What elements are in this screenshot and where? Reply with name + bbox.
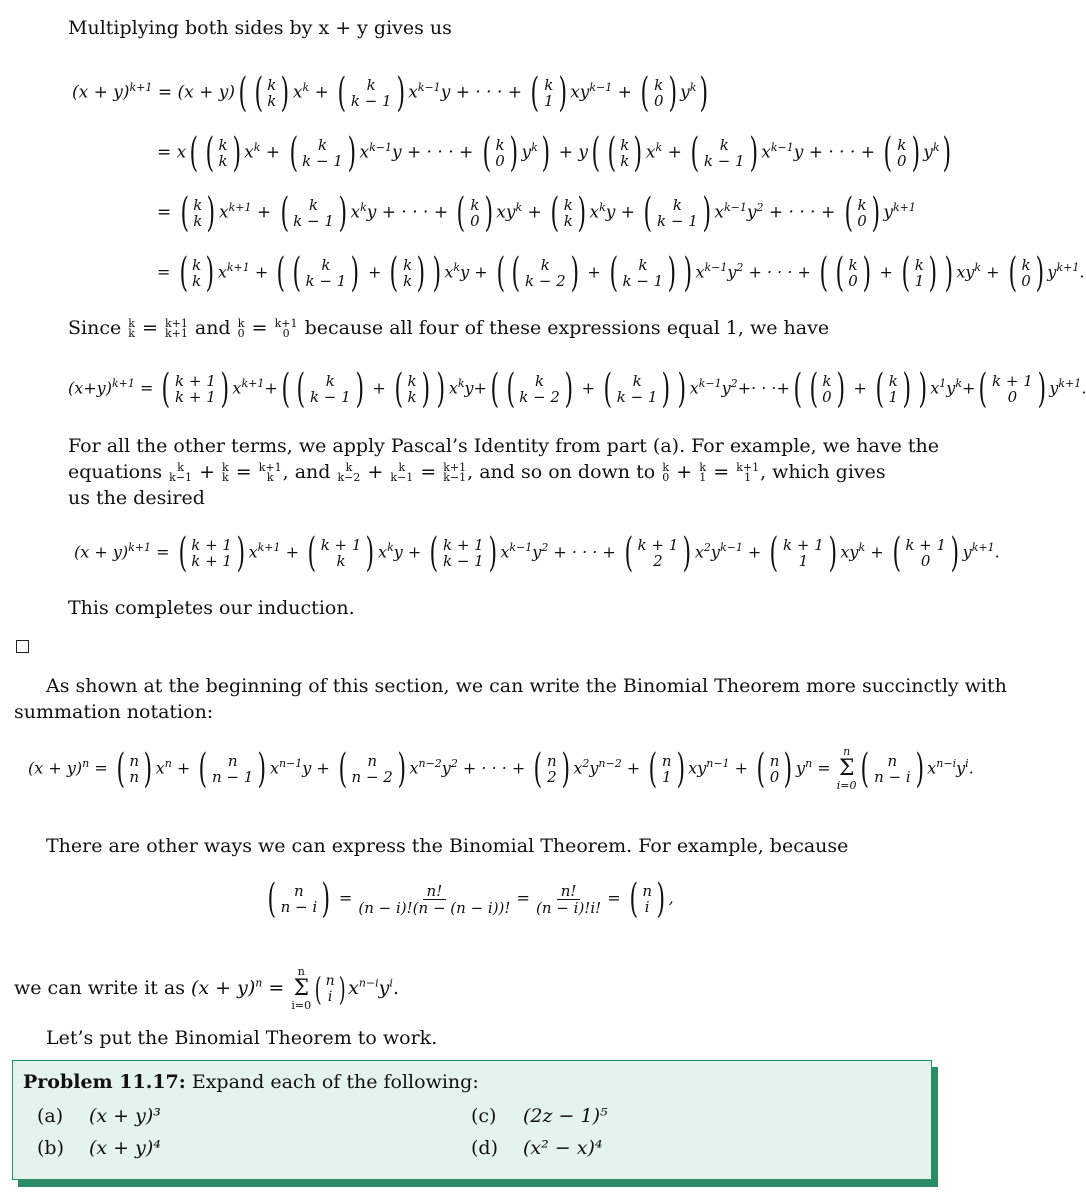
equation-line-2: = x( ( k k ) $x^k$ + ( k k − 1 ) $x^{k-1}y$ + · · · + ( k 0 ) $y^k) + y$( ( k k ) $x^k$ + ( k k − 1 ) $x^{k-1}y$ + · · · + ( k 0 ) $y^k$) [157, 130, 952, 176]
lets-text: Let’s put the Binomial Theorem to work. [46, 1027, 438, 1049]
equation-line-4: = ( k k ) $x^{k+1}$ + ( ( k k − 1 ) + ( k k ) ) $x^ky$ + ( ( k k − 2 ) + ( k k − 1 ) ) $x^{k-1}y^2$ + · · · + ( ( k 0 ) + ( k 1 ) ) $xy^k$ + ( k 0 ) $y^{k+1}$. [157, 250, 1085, 296]
since-text: Since k k = k+1 k+1 and k 0 = k+1 0 because all four of these expressions equal 1, we have [68, 317, 830, 340]
problem-label: Problem 11.17: [23, 1071, 186, 1093]
qed-square-icon [16, 640, 29, 653]
pascal-paragraph-line-1: For all the other terms, we apply Pascal’s Identity from part (a). For example, we have the [68, 435, 939, 457]
equation-symmetry: ( n n − i ) = $\frac{n!}{(n - i)!(n - (n - i))!}$ = $\frac{n!}{(n - i)!i!}$ = ( n i ) , [267, 876, 674, 922]
intro-text: Multiplying both sides by x + y gives us [68, 17, 452, 39]
problem-box [12, 1060, 932, 1180]
equation-binomial-theorem: $(x + y)^n$ = ( n n ) $x^n$ + ( n n − 1 ) $x^{n-1}y$ + ( n n − 2 ) $x^{n-2}y^2$ + · · · + ( n 2 ) $x^2y^{n-2}$ + ( n 1 ) $xy^{n-1}$ + ( n 0 ) $y^n$ = n Σ i=0 ( n n − i ) $x^{n-i}y^i$. [28, 745, 974, 792]
equation-combined: $(x+y)^{k+1}$ = ( k + 1 k + 1 ) $x^{k+1}+$( ( k k − 1 ) + ( k k ) ) $x^ky+$( ( k k − 2 ) + ( k k − 1 ) ) $x^{k-1}y^2+\cdot$ · ·+( ( k 0 ) + ( k 1 ) ) $x^1y^k+$( k + 1 0 ) $y^{k+1}$. [68, 366, 1086, 412]
equation-desired: $(x + y)^{k+1}$ = ( k + 1 k + 1 ) $x^{k+1}$ + ( k + 1 k ) $x^ky$ + ( k + 1 k − 1 ) $x^{k-1}y^2$ + · · · + ( k + 1 2 ) $x^2y^{k-1}$ + ( k + 1 1 ) $xy^k$ + ( k + 1 0 ) $y^{k+1}$. [74, 530, 1000, 576]
completes-text: This completes our induction. [68, 597, 355, 619]
other-ways-text: There are other ways we can express the Binomial Theorem. For example, because [46, 835, 849, 857]
problem-text: Expand each of the following: [191, 1071, 479, 1093]
summation-paragraph-line-2: summation notation: [14, 701, 214, 723]
problem-item-a: (a) (x + y)³ [37, 1105, 161, 1127]
pascal-paragraph-line-3: us the desired [68, 487, 205, 509]
pascal-paragraph-line-2: equations k k−1 + k k = k+1 k , and k k−2 + k k−1 = k+1 k−1 , and so on down to k 0 + k 1 = k+1 1 , which gives [68, 461, 886, 484]
problem-item-c: (c) (2z − 1)⁵ [471, 1105, 608, 1127]
write-as-text: we can write it as $(x + y)^n$ = n Σ i=0 ( n i ) $x^{n-i}y^i$. [14, 965, 399, 1012]
problem-item-d: (d) (x² − x)⁴ [471, 1137, 603, 1159]
problem-title [23, 1071, 479, 1093]
equation-line-1: $(x + y)^{k+1} = (x + y)$( ( k k ) $x^k$ + ( k k − 1 ) $x^{k-1}y$ + · · · + ( k 1 ) $xy^{k-1}$ + ( k 0 ) $y^k$) [72, 70, 709, 116]
equation-line-3: = ( k k ) $x^{k+1}$ + ( k k − 1 ) $x^ky$ + · · · + ( k 0 ) $xy^k$ + ( k k ) $x^ky$ + ( k k − 1 ) $x^{k-1}y^2$ + · · · + ( k 0 ) $y^{k+1}$ [157, 190, 916, 236]
summation-paragraph-line-1: As shown at the beginning of this section, we can write the Binomial Theorem more succinctly with [46, 675, 1007, 697]
problem-item-b: (b) (x + y)⁴ [37, 1137, 161, 1159]
